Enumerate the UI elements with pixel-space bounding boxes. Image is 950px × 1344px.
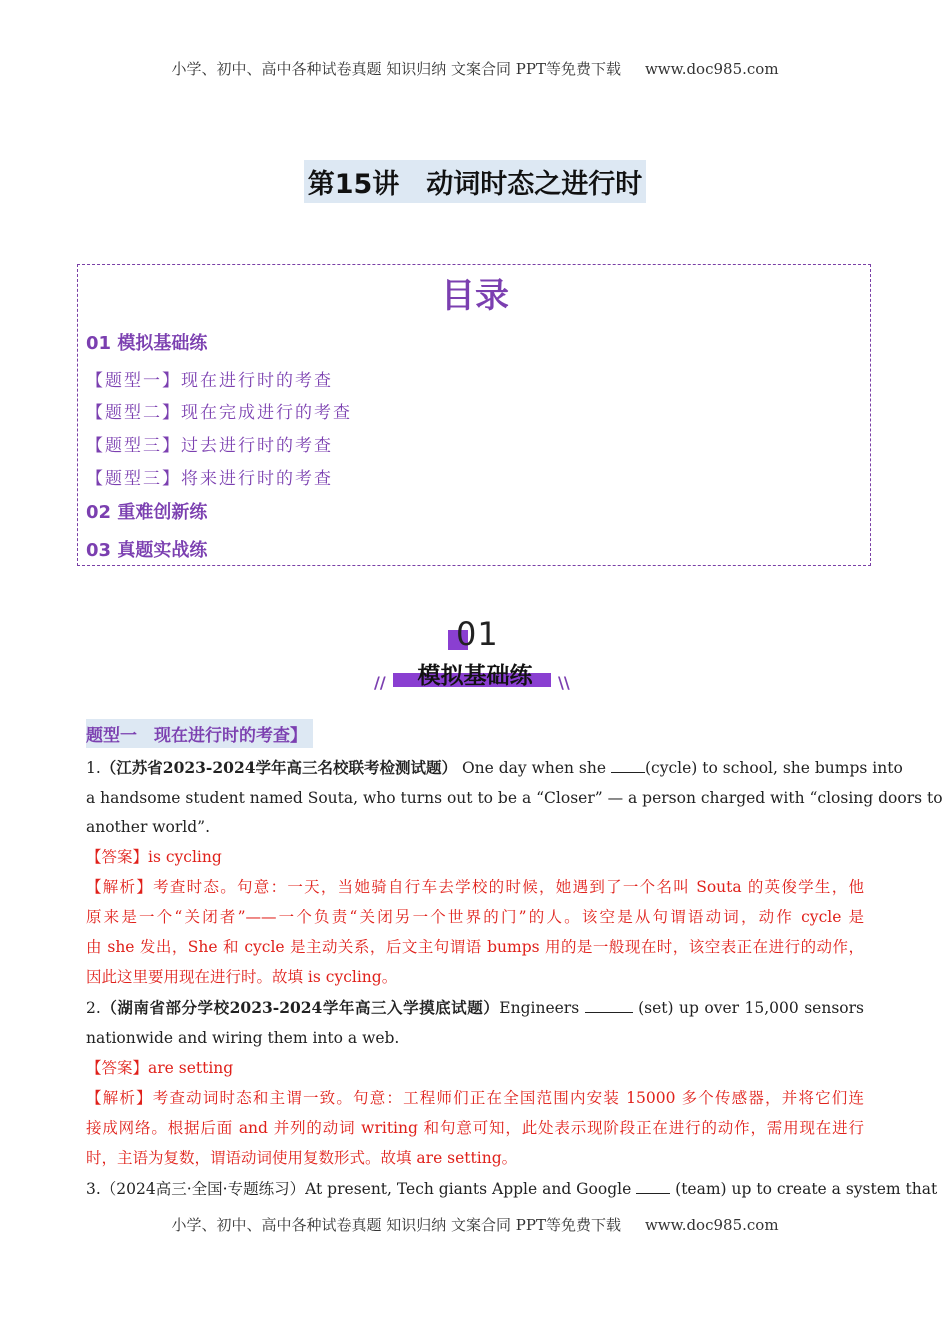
q2-analysis-3: 时，主语为复数，谓语动词使用复数形式。故填 are setting。 xyxy=(86,1149,518,1167)
q1-line-1: 1.（江苏省2023-2024学年高三名校联考检测试题） One day when she (cycle) to school, she bumps into xyxy=(86,758,903,777)
q3-source: （2024高三·全国·专题练习） xyxy=(100,1180,306,1198)
toc-subitem-4[interactable]: 【题型三】将来进行时的考查 xyxy=(86,469,333,489)
banner-left-slashes: // xyxy=(374,673,386,692)
footer-text: 小学、初中、高中各种试卷真题 知识归纳 文案合同 PPT等免费下载 xyxy=(171,1216,621,1234)
footer-url[interactable]: www.doc985.com xyxy=(644,1216,779,1234)
q2-line-1: 2.（湖南省部分学校2023-2024学年高三入学摸底试题）Engineers (set) up over 15,000 sensors xyxy=(86,998,864,1017)
toc-subitem-1[interactable]: 【题型一】现在进行时的考查 xyxy=(86,371,333,391)
page-header xyxy=(0,58,950,79)
q2-line-2: nationwide and wiring them into a web. xyxy=(86,1029,400,1047)
q1-analysis-4: 因此这里要用现在进行时。故填 is cycling。 xyxy=(86,968,398,986)
q1-analysis-1: 【解析】考查时态。句意：一天，当她骑自行车去学校的时候，她遇到了一个名叫 Souta 的英俊学生，他 xyxy=(86,878,864,896)
toc-subitem-3[interactable]: 【题型三】过去进行时的考查 xyxy=(86,436,333,456)
header-text: 小学、初中、高中各种试卷真题 知识归纳 文案合同 PPT等免费下载 xyxy=(171,60,621,78)
q1-source: （江苏省2023-2024学年高三名校联考检测试题） xyxy=(100,758,458,777)
header-url[interactable]: www.doc985.com xyxy=(644,60,779,78)
page-footer xyxy=(0,1214,950,1235)
document-title xyxy=(0,160,950,203)
q1-line-3: another world”. xyxy=(86,818,211,836)
q2-source: （湖南省部分学校2023-2024学年高三入学摸底试题） xyxy=(100,998,500,1017)
q1-analysis-3: 由 she 发出，She 和 cycle 是主动关系，后文主句谓语 bumps 用的是一般现在时，该空表正在进行的动作， xyxy=(86,938,864,956)
q1-blank[interactable] xyxy=(611,758,645,773)
toc-title: 目录 xyxy=(441,276,509,316)
q2-blank[interactable] xyxy=(585,998,633,1013)
q1-analysis-2: 原来是一个“关闭者”——一个负责“关闭另一个世界的门”的人。该空是从句谓语动词，动作 cycle 是 xyxy=(86,908,864,926)
banner-right-slashes: \\ xyxy=(558,673,570,692)
toc-section-03[interactable]: 03 真题实战练 xyxy=(86,540,208,561)
q2-answer: 【答案】are setting xyxy=(86,1059,234,1077)
banner-number: 01 xyxy=(456,615,499,653)
title-text: 第15讲 动词时态之进行时 xyxy=(304,160,647,203)
q3-line-1: 3.（2024高三·全国·专题练习）At present, Tech giants Apple and Google (team) up to create a system that xyxy=(86,1180,938,1198)
banner-label: 模拟基础练 xyxy=(417,663,533,689)
q1-line-2: a handsome student named Souta, who turns out to be a “Closer” — a person charged with “closing doors to xyxy=(86,789,943,807)
toc-subitem-2[interactable]: 【题型二】现在完成进行的考查 xyxy=(86,403,352,423)
question-type-heading: 题型一 现在进行时的考查】 xyxy=(86,719,313,748)
q3-blank[interactable] xyxy=(636,1179,670,1194)
q2-analysis-1: 【解析】考查动词时态和主谓一致。句意：工程师们正在全国范围内安装 15000 多个传感器，并将它们连 xyxy=(86,1089,864,1107)
toc-section-01[interactable]: 01 模拟基础练 xyxy=(86,333,208,354)
toc-section-02[interactable]: 02 重难创新练 xyxy=(86,502,208,523)
section-banner xyxy=(360,615,590,695)
q2-analysis-2: 接成网络。根据后面 and 并列的动词 writing 和句意可知，此处表示现阶段正在进行的动作，需用现在进行 xyxy=(86,1119,864,1137)
q1-answer: 【答案】is cycling xyxy=(86,848,222,866)
